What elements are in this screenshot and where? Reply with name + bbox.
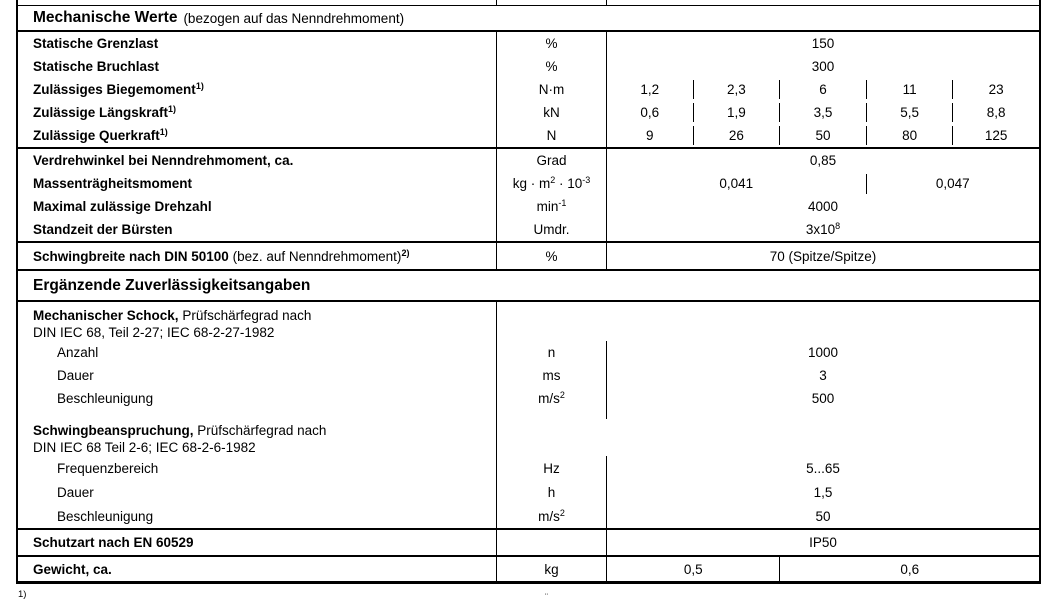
spec-table — [16, 0, 1041, 584]
footnote-ref: 1) — [159, 127, 168, 137]
row-label: Maximal zulässige Drehzahl — [33, 199, 212, 214]
section-title: Mechanische Werte — [33, 9, 178, 26]
row-statische-grenzlast — [18, 32, 1039, 55]
row-unit: % — [545, 36, 558, 51]
row-label: Beschleunigung — [57, 508, 154, 524]
row-schock-dauer — [18, 364, 1039, 387]
row-unit: $\min^{-1}$ — [536, 198, 567, 214]
row-unit: $m/s^2$ — [538, 390, 565, 406]
section-subtitle: (bezogen auf das Nenndrehmoment) — [183, 10, 405, 26]
row-verdrehwinkel — [18, 149, 1039, 172]
value-cell: 26 — [694, 126, 781, 145]
row-label: Zulässige Querkraft$^{1)}$ — [33, 127, 168, 143]
value-cell: 50 — [780, 126, 867, 145]
value-cell-left: 0,5 — [607, 557, 780, 581]
group-title-line2: DIN IEC 68, Teil 2-27; IEC 68-2-27-1982 — [33, 325, 275, 340]
value-cell: 125 — [984, 128, 1008, 143]
row-label: Gewicht, ca. — [33, 561, 112, 577]
row-value: 500 — [811, 391, 835, 406]
value-cell: 5,5 — [867, 103, 954, 122]
footnote-ref: 1) — [168, 104, 177, 114]
row-schutzart — [18, 530, 1039, 557]
row-unit: % — [545, 248, 558, 264]
cut-off-value-cell — [607, 0, 1039, 5]
row-value: 1000 — [807, 345, 839, 360]
row-massentraegheitsmoment — [18, 172, 1039, 195]
row-unit: ms — [542, 368, 561, 383]
value-cell-right: 0,6 — [900, 561, 920, 577]
group-title-line1: Mechanischer Schock, Prüfschärfegrad nach — [33, 308, 312, 323]
row-schock-anzahl — [18, 341, 1039, 364]
value-cell: 1,2 — [607, 80, 694, 99]
row-unit: h — [547, 484, 556, 500]
value-cell: 2,3 — [694, 80, 781, 99]
row-statische-bruchlast — [18, 55, 1039, 78]
row-frequenzbereich — [18, 456, 1039, 480]
row-label: Zulässiges Biegemoment$^{1)}$ — [33, 81, 204, 97]
block-drehwerte — [18, 149, 1039, 243]
row-unit: n — [547, 345, 556, 360]
row-gewicht — [18, 557, 1039, 584]
row-unit: kg · $m^2 \cdot 10^{-3}$ — [512, 175, 591, 191]
footnote-cut-text-fragment: ¨ — [545, 592, 548, 602]
row-label: Schutzart nach EN 60529 — [33, 535, 194, 550]
value-cell: 11 — [867, 80, 954, 99]
row-biegemoment — [18, 78, 1039, 101]
row-value: 70 (Spitze/Spitze) — [769, 248, 877, 264]
row-querkraft — [18, 124, 1039, 147]
row-value: $3x10^8$ — [805, 221, 841, 237]
row-label: Dauer — [57, 484, 94, 500]
footnote-ref: 1) — [195, 81, 204, 91]
row-unit: Hz — [543, 460, 560, 476]
block-grenzlasten — [18, 32, 1039, 149]
cut-off-unit-cell — [497, 0, 607, 5]
value-cell: 8,8 — [986, 105, 1006, 120]
row-unit: kN — [543, 105, 560, 120]
row-label: Verdrehwinkel bei Nenndrehmoment, ca. — [33, 153, 294, 168]
row-unit: kg — [544, 561, 559, 577]
value-cell-left: 0,041 — [607, 174, 867, 194]
value-cell: 3,5 — [780, 103, 867, 122]
group-title-line1: Schwingbeanspruchung, Prüfschärfegrad nach — [33, 423, 327, 438]
row-label: Statische Grenzlast — [33, 36, 159, 51]
row-label: Frequenzbereich — [57, 460, 159, 476]
row-unit: N — [546, 128, 557, 143]
row-value: 5...65 — [806, 460, 840, 476]
row-schwingbreite — [18, 243, 1039, 271]
row-unit: $m/s^2$ — [538, 507, 565, 524]
row-value: 3 — [819, 368, 827, 383]
row-unit: N·m — [538, 82, 565, 97]
value-cell: 0,6 — [607, 103, 694, 122]
row-label: Standzeit der Bürsten — [33, 222, 173, 237]
section-title: Ergänzende Zuverlässigkeitsangaben — [33, 276, 311, 294]
row-schwing-beschleunigung — [18, 504, 1039, 528]
row-label: Schwingbreite nach DIN 50100 (bez. auf Nenndrehmoment)$^{2)}$ — [33, 247, 410, 264]
value-cell: 9 — [607, 126, 694, 145]
row-unit: % — [545, 59, 558, 74]
value-cell: 6 — [780, 80, 867, 99]
row-value: IP50 — [809, 535, 837, 550]
row-label: Beschleunigung — [57, 391, 154, 406]
block-zuverlaessigkeit — [18, 302, 1039, 530]
section-header-zuverlaessigkeit — [18, 271, 1039, 302]
row-schwing-dauer — [18, 480, 1039, 504]
row-value: 1,5 — [813, 484, 833, 500]
section-header-mechanische-werte — [18, 6, 1039, 32]
row-laengskraft — [18, 101, 1039, 124]
value-cell: 23 — [988, 82, 1004, 97]
row-schwingbeanspruchung-titel — [18, 419, 1039, 456]
row-label: Massenträgheitsmoment — [33, 176, 193, 191]
row-label: Dauer — [57, 368, 94, 383]
row-label: Anzahl — [57, 345, 99, 360]
row-schock-beschleunigung — [18, 387, 1039, 410]
value-cell: 1,9 — [694, 103, 781, 122]
spacer-row — [18, 410, 1039, 419]
row-unit: Grad — [536, 153, 567, 168]
group-title-line2: DIN IEC 68 Teil 2-6; IEC 68-2-6-1982 — [33, 440, 256, 455]
row-label: Statische Bruchlast — [33, 59, 160, 74]
row-drehzahl — [18, 195, 1039, 218]
footnote-ref: 2) — [401, 247, 410, 258]
value-cell-right: 0,047 — [935, 175, 970, 191]
row-label: Zulässige Längskraft$^{1)}$ — [33, 104, 177, 120]
row-value: 150 — [811, 36, 835, 51]
row-standzeit — [18, 218, 1039, 241]
footnote-marker: 1) — [18, 589, 27, 600]
row-value: 300 — [811, 59, 835, 74]
value-cell: 80 — [867, 126, 954, 145]
cut-off-label-cell — [18, 0, 497, 5]
row-value: 4000 — [807, 199, 839, 214]
row-mechanischer-schock-titel — [18, 302, 1039, 341]
row-unit: Umdr. — [533, 222, 570, 237]
row-value: 50 — [815, 508, 831, 524]
row-value: 0,85 — [809, 153, 837, 168]
